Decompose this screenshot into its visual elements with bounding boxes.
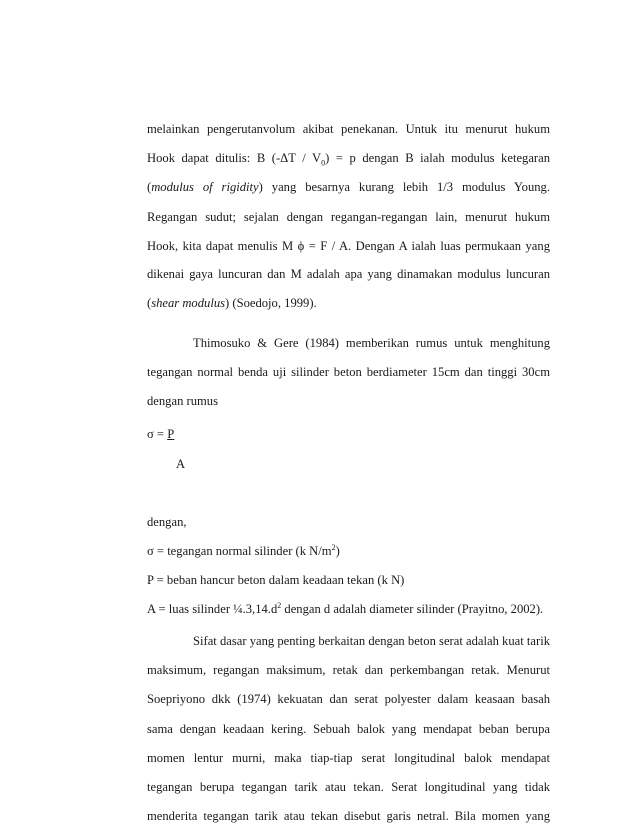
definition-p: P = beban hancur beton dalam keadaan tekan (k N) bbox=[147, 572, 405, 587]
paragraph-3-line-1: Sifat dasar yang penting berkaitan dengan beton serat adalah kuat tarik bbox=[193, 633, 550, 648]
definition-a bbox=[147, 601, 550, 617]
text-span: ( bbox=[147, 180, 152, 195]
superscript: 2 bbox=[277, 600, 282, 610]
text-span: Hook dapat ditulis: B (-ΔT / V bbox=[147, 151, 322, 166]
text-span: A = luas silinder ¼.3,14.d bbox=[147, 602, 278, 617]
paragraph-1-line-6: dikenai gaya luncuran dan M adalah apa yang dinamakan modulus luncuran bbox=[147, 267, 550, 281]
paragraph-1-line-4: Regangan sudut; sejalan dengan regangan-regangan lain, menurut hukum bbox=[147, 209, 550, 224]
paragraph-2-line-1: Thimosuko & Gere (1984) memberikan rumus untuk menghitung bbox=[193, 336, 550, 350]
text-span: ( bbox=[147, 296, 152, 311]
formula-numerator: P bbox=[167, 427, 175, 441]
paragraph-2-line-2: tegangan normal benda uji silinder beton berdiameter 15cm dan tinggi 30cm bbox=[147, 365, 550, 380]
text-span: ) yang besarnya kurang lebih 1/3 modulus Young. bbox=[258, 180, 550, 195]
paragraph-3-line-4: sama dengan keadaan kering. Sebuah balok yang mendapat beban berupa bbox=[147, 721, 550, 736]
text-span: σ = tegangan normal silinder (k N/m bbox=[147, 543, 332, 558]
text-span: ) (Soedojo, 1999). bbox=[225, 296, 317, 311]
paragraph-3-line-6: tegangan berupa tegangan tarik atau tekan. Serat longitudinal yang tidak bbox=[147, 779, 550, 794]
text-span: dengan d adalah diameter silinder (Prayitno, 2002). bbox=[281, 602, 544, 617]
italic-term: shear modulus bbox=[151, 296, 226, 311]
text-span: ) = p dengan B ialah modulus ketegaran bbox=[325, 151, 550, 166]
definitions-intro: dengan, bbox=[147, 514, 187, 529]
paragraph-3-line-2: maksimum, regangan maksimum, retak dan perkembangan retak. Menurut bbox=[147, 663, 550, 678]
formula-numerator-line bbox=[147, 426, 550, 442]
paragraph-3-line-3: Soepriyono dkk (1974) kekuatan dan serat polyester dalam keasaan basah bbox=[147, 692, 550, 707]
text-span: ) bbox=[335, 543, 340, 558]
formula-lhs: σ = bbox=[147, 427, 168, 441]
paragraph-1-line-1: melainkan pengerutanvolum akibat penekanan. Untuk itu menurut hukum bbox=[147, 122, 550, 136]
paragraph-2-line-3: dengan rumus bbox=[147, 394, 218, 409]
paragraph-1-line-7 bbox=[147, 295, 550, 311]
paragraph-1-line-5: Hook, kita dapat menulis M ϕ = F / A. Dengan A ialah luas permukaan yang bbox=[147, 238, 550, 253]
paragraph-3-line-5: momen lentur murni, maka tiap-tiap serat longitudinal balok mendapat bbox=[147, 750, 550, 765]
paragraph-3-line-7: menderita tegangan tarik atau tekan disebut garis netral. Bila momen yang bbox=[147, 809, 550, 823]
formula-denominator: A bbox=[176, 457, 186, 472]
superscript: 2 bbox=[331, 542, 336, 552]
paragraph-1-line-3 bbox=[147, 179, 550, 195]
subscript: 0 bbox=[321, 158, 326, 168]
definition-sigma bbox=[147, 543, 550, 559]
paragraph-1-line-2 bbox=[147, 150, 550, 166]
italic-term: modulus of rigidity bbox=[151, 180, 259, 195]
